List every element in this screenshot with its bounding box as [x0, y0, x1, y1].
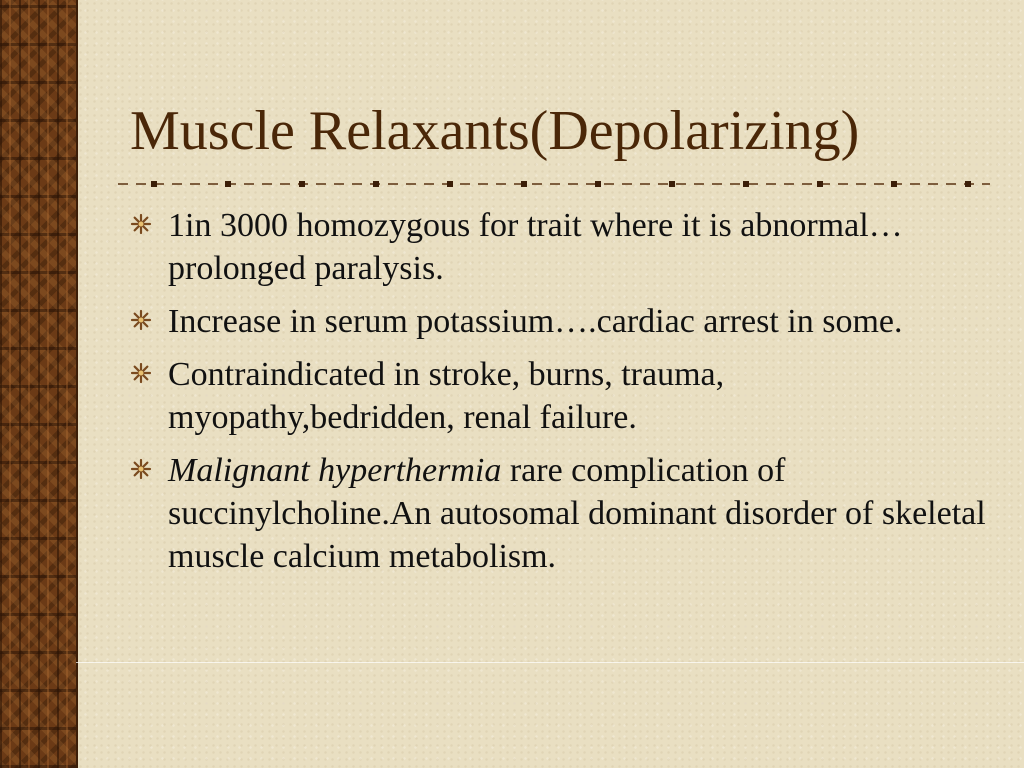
bullet-italic-lead: Malignant hyperthermia — [168, 452, 502, 489]
list-item — [130, 204, 990, 290]
bullet-body: 1in 3000 homozygous for trait where it is abnormal…prolonged paralysis. — [168, 207, 903, 287]
slide-title: Muscle Relaxants(Depolarizing) — [130, 100, 860, 162]
bullet-text — [168, 449, 990, 578]
bullet-text — [168, 353, 990, 439]
bullet-text — [168, 300, 990, 343]
starburst-bullet-icon — [130, 449, 168, 483]
bullet-list — [130, 204, 990, 588]
list-item — [130, 353, 990, 439]
bullet-body: rare complication of succinylcholine.An autosomal dominant disorder of skeletal muscle calcium metabolism. — [168, 452, 986, 575]
bullet-body: Increase in serum potassium….cardiac arrest in some. — [168, 303, 903, 340]
starburst-bullet-icon — [130, 204, 168, 238]
footer-rule — [76, 662, 1024, 663]
list-item — [130, 449, 990, 578]
starburst-bullet-icon — [130, 300, 168, 334]
bullet-text — [168, 204, 990, 290]
wood-sidebar — [0, 0, 78, 768]
dotted-divider — [118, 176, 990, 192]
starburst-bullet-icon — [130, 353, 168, 387]
list-item — [130, 300, 990, 343]
bullet-body: Contraindicated in stroke, burns, trauma, myopathy,bedridden, renal failure. — [168, 356, 725, 436]
